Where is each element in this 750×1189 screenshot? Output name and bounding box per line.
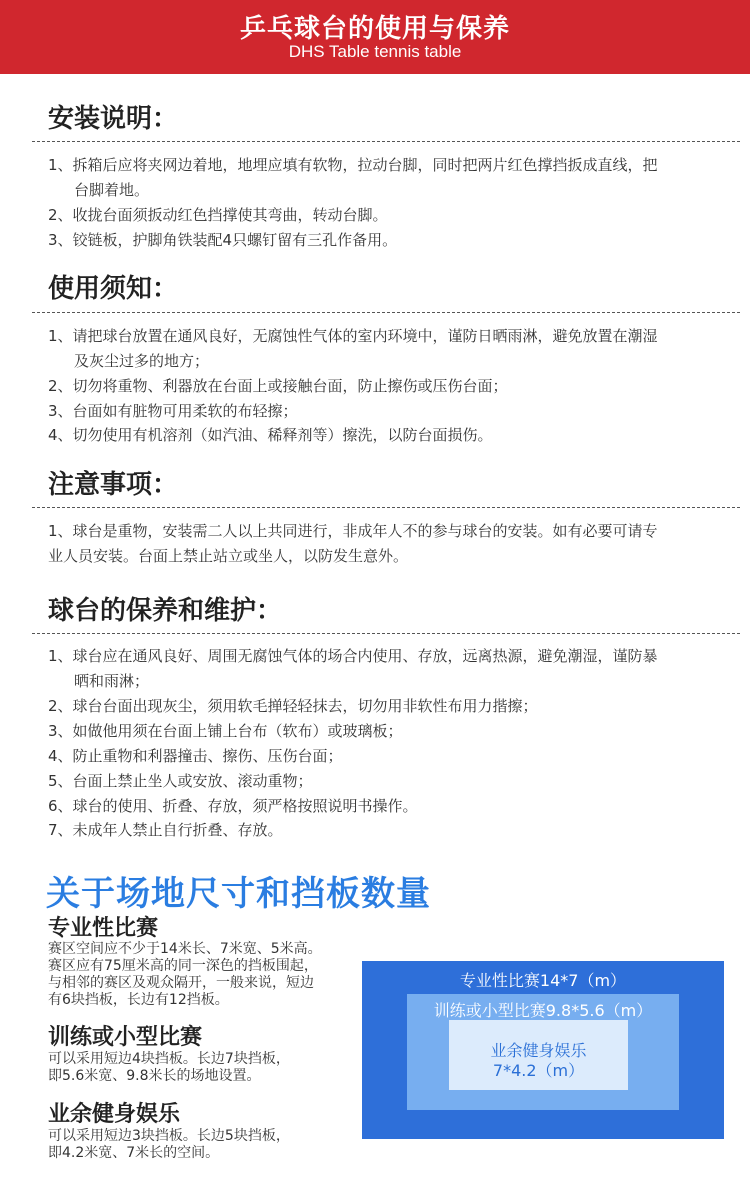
install-title: 安装说明： (48, 104, 179, 134)
training-court-label: 训练或小型比赛9.8*5.6（m） (433, 1001, 653, 1020)
header-banner (0, 0, 750, 74)
usage-line: 1、请把球台放置在通风良好，无腐蚀性气体的室内环境中，谨防日晒雨淋，避免放置在潮湿 (48, 327, 658, 345)
install-line: 3、铰链板，护脚角铁装配4只螺钉留有三孔作备用。 (48, 231, 398, 249)
amateur-title: 业余健身娱乐 (48, 1102, 181, 1127)
notice-line: 1、球台是重物，安装需二人以上共同进行，非成年人不的参与球台的安装。如有必要可请专 (48, 522, 658, 540)
amateur-court-label: 业余健身娱乐 (490, 1041, 587, 1060)
install-line: 台脚着地。 (74, 181, 150, 199)
training-title: 训练或小型比赛 (48, 1025, 203, 1050)
divider (32, 507, 740, 508)
usage-line: 及灰尘过多的地方； (74, 352, 210, 370)
usage-line: 3、台面如有脏物可用柔软的布轻擦； (48, 402, 298, 420)
usage-line: 4、切勿使用有机溶剂（如汽油、稀释剂等）擦洗，以防台面损伤。 (48, 426, 493, 444)
pro-title: 专业性比赛 (48, 916, 159, 941)
page-subtitle: DHS Table tennis table (288, 42, 462, 61)
maintenance-line: 4、防止重物和利器撞击、擦伤、压伤台面； (48, 747, 343, 765)
pro-line: 与相邻的赛区及观众隔开，一般来说，短边 (48, 975, 314, 991)
maintenance-line: 7、未成年人禁止自行折叠、存放。 (48, 821, 283, 839)
maintenance-line: 6、球台的使用、折叠、存放，须严格按照说明书操作。 (48, 797, 418, 815)
notice-title: 注意事项： (48, 470, 179, 500)
amateur-line: 可以采用短边3块挡板。长边5块挡板， (48, 1128, 290, 1144)
venue-title: 关于场地尺寸和挡板数量 (46, 874, 431, 914)
divider (32, 141, 740, 142)
divider (32, 312, 740, 313)
maintenance-line: 3、如做他用须在台面上铺上台布（软布）或玻璃板； (48, 722, 403, 740)
maintenance-line: 晒和雨淋； (74, 672, 150, 690)
amateur-line: 即4.2米宽、7米长的空间。 (48, 1145, 220, 1161)
maintenance-title: 球台的保养和维护： (48, 596, 283, 626)
pro-line: 有6块挡板，长边有12挡板。 (48, 992, 229, 1008)
notice-line: 业人员安装。台面上禁止站立或坐人，以防发生意外。 (48, 547, 409, 565)
usage-title: 使用须知： (48, 274, 179, 304)
install-line: 2、收拢台面须扳动红色挡撑使其弯曲，转动台脚。 (48, 206, 388, 224)
amateur-court-size: 7*4.2（m） (492, 1061, 585, 1080)
training-line: 可以采用短边4块挡板。长边7块挡板， (48, 1051, 290, 1067)
maintenance-line: 5、台面上禁止坐人或安放、滚动重物； (48, 772, 313, 790)
page-title: 乒乓球台的使用与保养 (239, 14, 510, 44)
pro-line: 赛区空间应不少于14米长、7米宽、5米高。 (48, 941, 322, 957)
install-line: 1、拆箱后应将夹网边着地，地埋应填有软物，拉动台脚，同时把两片红色撑挡扳成直线，把 (48, 156, 658, 174)
usage-line: 2、切勿将重物、利器放在台面上或接触台面，防止擦伤或压伤台面； (48, 377, 508, 395)
training-line: 即5.6米宽、9.8米长的场地设置。 (48, 1068, 261, 1084)
maintenance-line: 2、球台台面出现灰尘，须用软毛掸轻轻抹去，切勿用非软性布用力揩擦； (48, 697, 538, 715)
maintenance-line: 1、球台应在通风良好、周围无腐蚀气体的场合内使用、存放，远离热源，避免潮湿，谨防暴 (48, 647, 658, 665)
pro-line: 赛区应有75厘米高的同一深色的挡板围起， (48, 958, 318, 974)
pro-court-label: 专业性比赛14*7（m） (459, 971, 627, 990)
divider (32, 633, 740, 634)
